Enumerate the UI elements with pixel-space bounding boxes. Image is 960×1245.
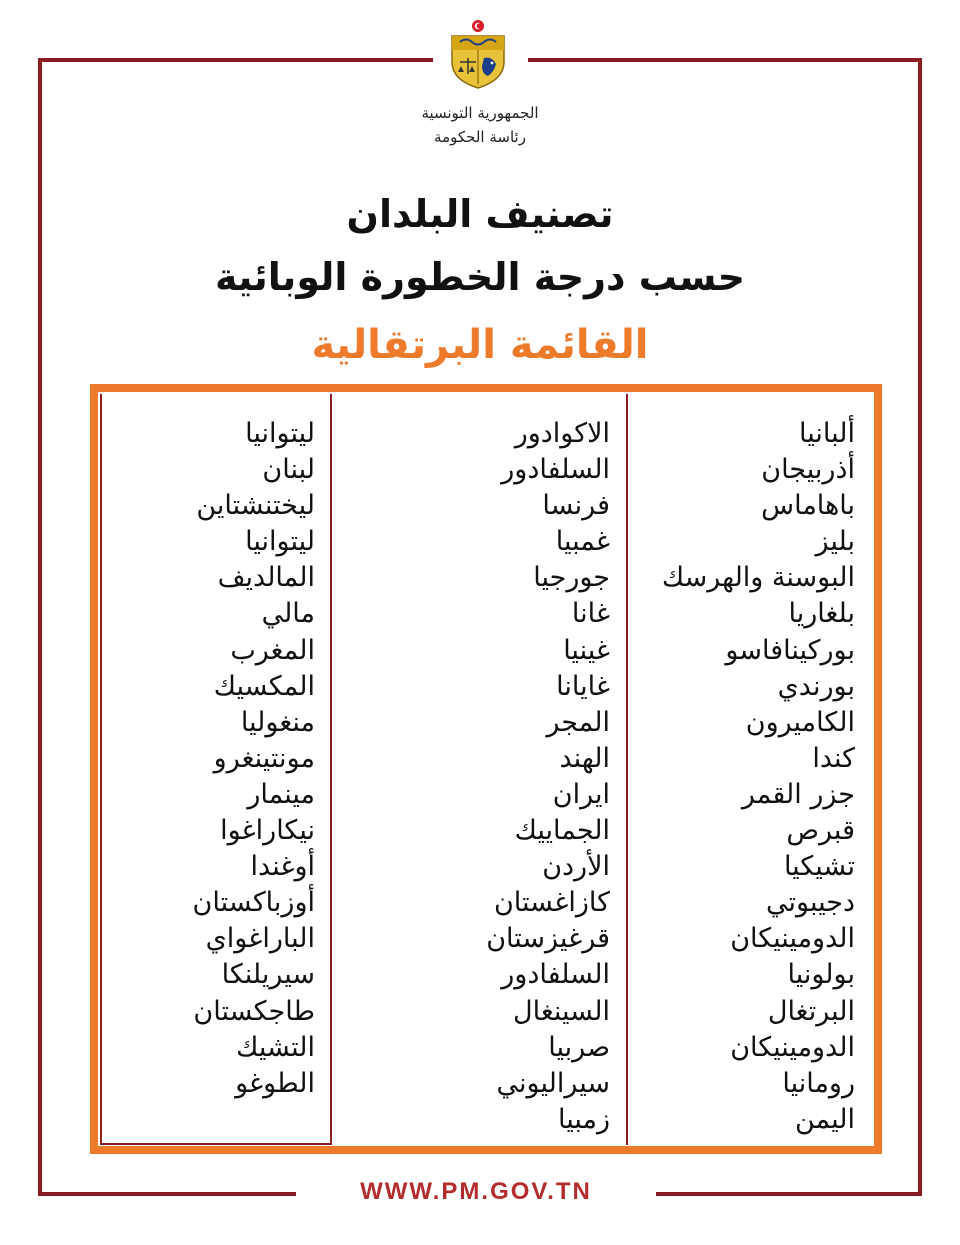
country-item: بلغاريا — [788, 598, 855, 630]
country-item: الكاميرون — [745, 706, 855, 738]
country-item: الهند — [559, 742, 610, 774]
frame-bottom-left — [38, 1192, 296, 1196]
frame-right — [918, 58, 922, 1196]
country-item: قبرص — [786, 815, 855, 847]
country-item: باهاماس — [761, 490, 855, 522]
presidency-label: رئاسة الحكومة — [434, 128, 526, 146]
country-item: الاكوادور — [514, 418, 610, 449]
country-item: أوغندا — [250, 851, 315, 883]
frame-bottom-right — [656, 1192, 922, 1196]
country-item: طاجكستان — [193, 995, 315, 1027]
country-item: السلفادور — [501, 959, 610, 991]
country-item: بليز — [815, 526, 855, 558]
country-item: ايران — [552, 778, 610, 810]
country-item: ليتوانيا — [245, 526, 315, 558]
country-item: دجيبوتي — [766, 887, 855, 919]
country-item: سيراليوني — [496, 1067, 610, 1099]
country-item: الباراغواي — [205, 923, 315, 955]
republic-label: الجمهورية التونسية — [421, 104, 539, 122]
country-item: قرغيزستان — [486, 923, 610, 955]
country-item: بولونيا — [787, 959, 855, 991]
column-divider — [330, 394, 332, 1145]
country-item: تشيكيا — [783, 851, 855, 883]
country-item: ليتوانيا — [245, 418, 315, 449]
country-item: الأردن — [542, 851, 610, 883]
country-item: الطوغو — [235, 1067, 315, 1099]
country-item: البوسنة والهرسك — [661, 562, 855, 594]
column-divider — [626, 394, 628, 1145]
country-item: مونتينغرو — [213, 742, 315, 774]
country-item: السلفادور — [501, 454, 610, 486]
country-item: جورجيا — [533, 562, 610, 594]
country-item: ليختنشتاين — [196, 490, 315, 522]
country-item: غايانا — [556, 670, 610, 702]
country-item: أوزباكستان — [192, 887, 315, 919]
column-bottom-line — [100, 1143, 332, 1145]
country-item: المغرب — [230, 634, 315, 666]
country-item: كازاغستان — [493, 887, 610, 919]
countries-column-right — [640, 416, 855, 1138]
tunisia-emblem-icon — [446, 18, 510, 90]
country-item: مينمار — [247, 778, 315, 810]
country-item: منغوليا — [240, 706, 315, 738]
country-item: جزر القمر — [741, 778, 855, 810]
column-divider — [100, 394, 102, 1145]
country-item: غمبيا — [555, 526, 610, 558]
countries-column-left — [110, 416, 315, 1102]
country-item: سيريلنكا — [221, 959, 315, 991]
country-item: غينيا — [563, 634, 610, 666]
countries-column-middle — [345, 416, 610, 1138]
country-item: فرنسا — [542, 490, 610, 522]
country-item: التشيك — [236, 1031, 315, 1063]
country-item: اليمن — [794, 1103, 855, 1135]
country-item: بورندي — [777, 670, 855, 702]
page-subtitle: حسب درجة الخطورة الوبائية — [214, 255, 746, 299]
orange-list-title: القائمة البرتقالية — [311, 322, 649, 368]
country-item: زمبيا — [557, 1103, 610, 1135]
country-item: ألبانيا — [799, 418, 855, 449]
country-item: لبنان — [262, 454, 315, 486]
frame-top-left — [38, 58, 433, 62]
country-item: أذربيجان — [761, 454, 855, 486]
country-item: مالي — [261, 598, 315, 630]
country-item: المالديف — [217, 562, 315, 594]
frame-left — [38, 58, 42, 1196]
country-item: المجر — [546, 706, 610, 738]
country-item: السينغال — [513, 995, 610, 1027]
website-link[interactable]: WWW.PM.GOV.TN — [360, 1178, 592, 1205]
country-item: البرتغال — [767, 995, 855, 1027]
country-item: صربيا — [548, 1031, 610, 1063]
page-title: تصنيف البلدان — [346, 192, 614, 236]
country-item: الدومينيكان — [730, 1031, 855, 1063]
frame-top-right — [528, 58, 922, 62]
country-item: المكسيك — [213, 670, 315, 702]
country-item: كندا — [812, 742, 855, 774]
country-item: نيكاراغوا — [220, 815, 315, 847]
country-item: غانا — [571, 598, 610, 630]
country-item: الدومينيكان — [730, 923, 855, 955]
country-item: بوركينافاسو — [725, 634, 855, 666]
country-item: الجماييك — [514, 815, 610, 847]
country-item: رومانيا — [782, 1067, 855, 1099]
